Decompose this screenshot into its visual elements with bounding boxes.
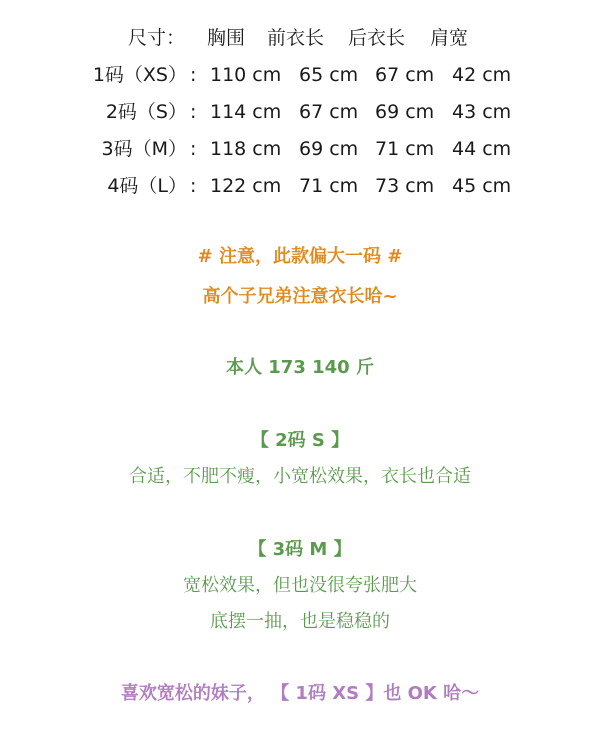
size-name: 2码（S） <box>105 101 187 123</box>
size-table-header <box>0 20 600 57</box>
front-length-value: 69 cm <box>299 138 359 160</box>
model-info: 本人 173 140 斤 <box>226 357 374 378</box>
row-colon: : <box>190 175 197 197</box>
header-back-length: 后衣长 <box>348 27 406 49</box>
size-m-description-2: 底摆一抽，也是稳稳的 <box>210 611 390 632</box>
table-row <box>0 94 600 131</box>
shoulder-value: 42 cm <box>452 64 512 86</box>
back-length-value: 69 cm <box>375 101 435 123</box>
row-colon: : <box>190 64 197 86</box>
size-s-title: 【 2码 S 】 <box>250 430 350 451</box>
chest-value: 110 cm <box>210 64 282 86</box>
header-shoulder: 肩宽 <box>430 27 469 49</box>
row-colon: : <box>190 101 197 123</box>
chest-value: 122 cm <box>210 175 282 197</box>
shoulder-value: 44 cm <box>452 138 512 160</box>
front-length-value: 65 cm <box>299 64 359 86</box>
front-length-value: 67 cm <box>299 101 359 123</box>
size-name: 4码（L） <box>107 175 187 197</box>
size-m-description-1: 宽松效果，但也没很夸张肥大 <box>183 575 417 596</box>
table-row <box>0 168 600 205</box>
header-front-length: 前衣长 <box>267 27 325 49</box>
size-name: 1码（XS） <box>92 64 187 86</box>
chest-value: 114 cm <box>210 101 282 123</box>
size-xs-note: 喜欢宽松的妹子， 【 1码 XS 】也 OK 哈～ <box>120 683 480 704</box>
size-m-title: 【 3码 M 】 <box>248 539 352 560</box>
front-length-value: 71 cm <box>299 175 359 197</box>
back-length-value: 73 cm <box>375 175 435 197</box>
size-table <box>0 20 600 205</box>
size-s-description: 合适，不肥不瘦，小宽松效果，衣长也合适 <box>129 466 471 487</box>
chest-value: 118 cm <box>210 138 282 160</box>
back-length-value: 71 cm <box>375 138 435 160</box>
header-chest: 胸围 <box>207 27 246 49</box>
notice-tall-length: 高个子兄弟注意衣长哈~ <box>202 286 398 307</box>
back-length-value: 67 cm <box>375 64 435 86</box>
header-label: 尺寸： <box>128 27 186 49</box>
notice-size-runs-large: # 注意，此款偏大一码 # <box>197 246 403 267</box>
table-row <box>0 131 600 168</box>
row-colon: : <box>190 138 197 160</box>
shoulder-value: 43 cm <box>452 101 512 123</box>
table-row <box>0 57 600 94</box>
size-name: 3码（M） <box>101 138 187 160</box>
shoulder-value: 45 cm <box>452 175 512 197</box>
